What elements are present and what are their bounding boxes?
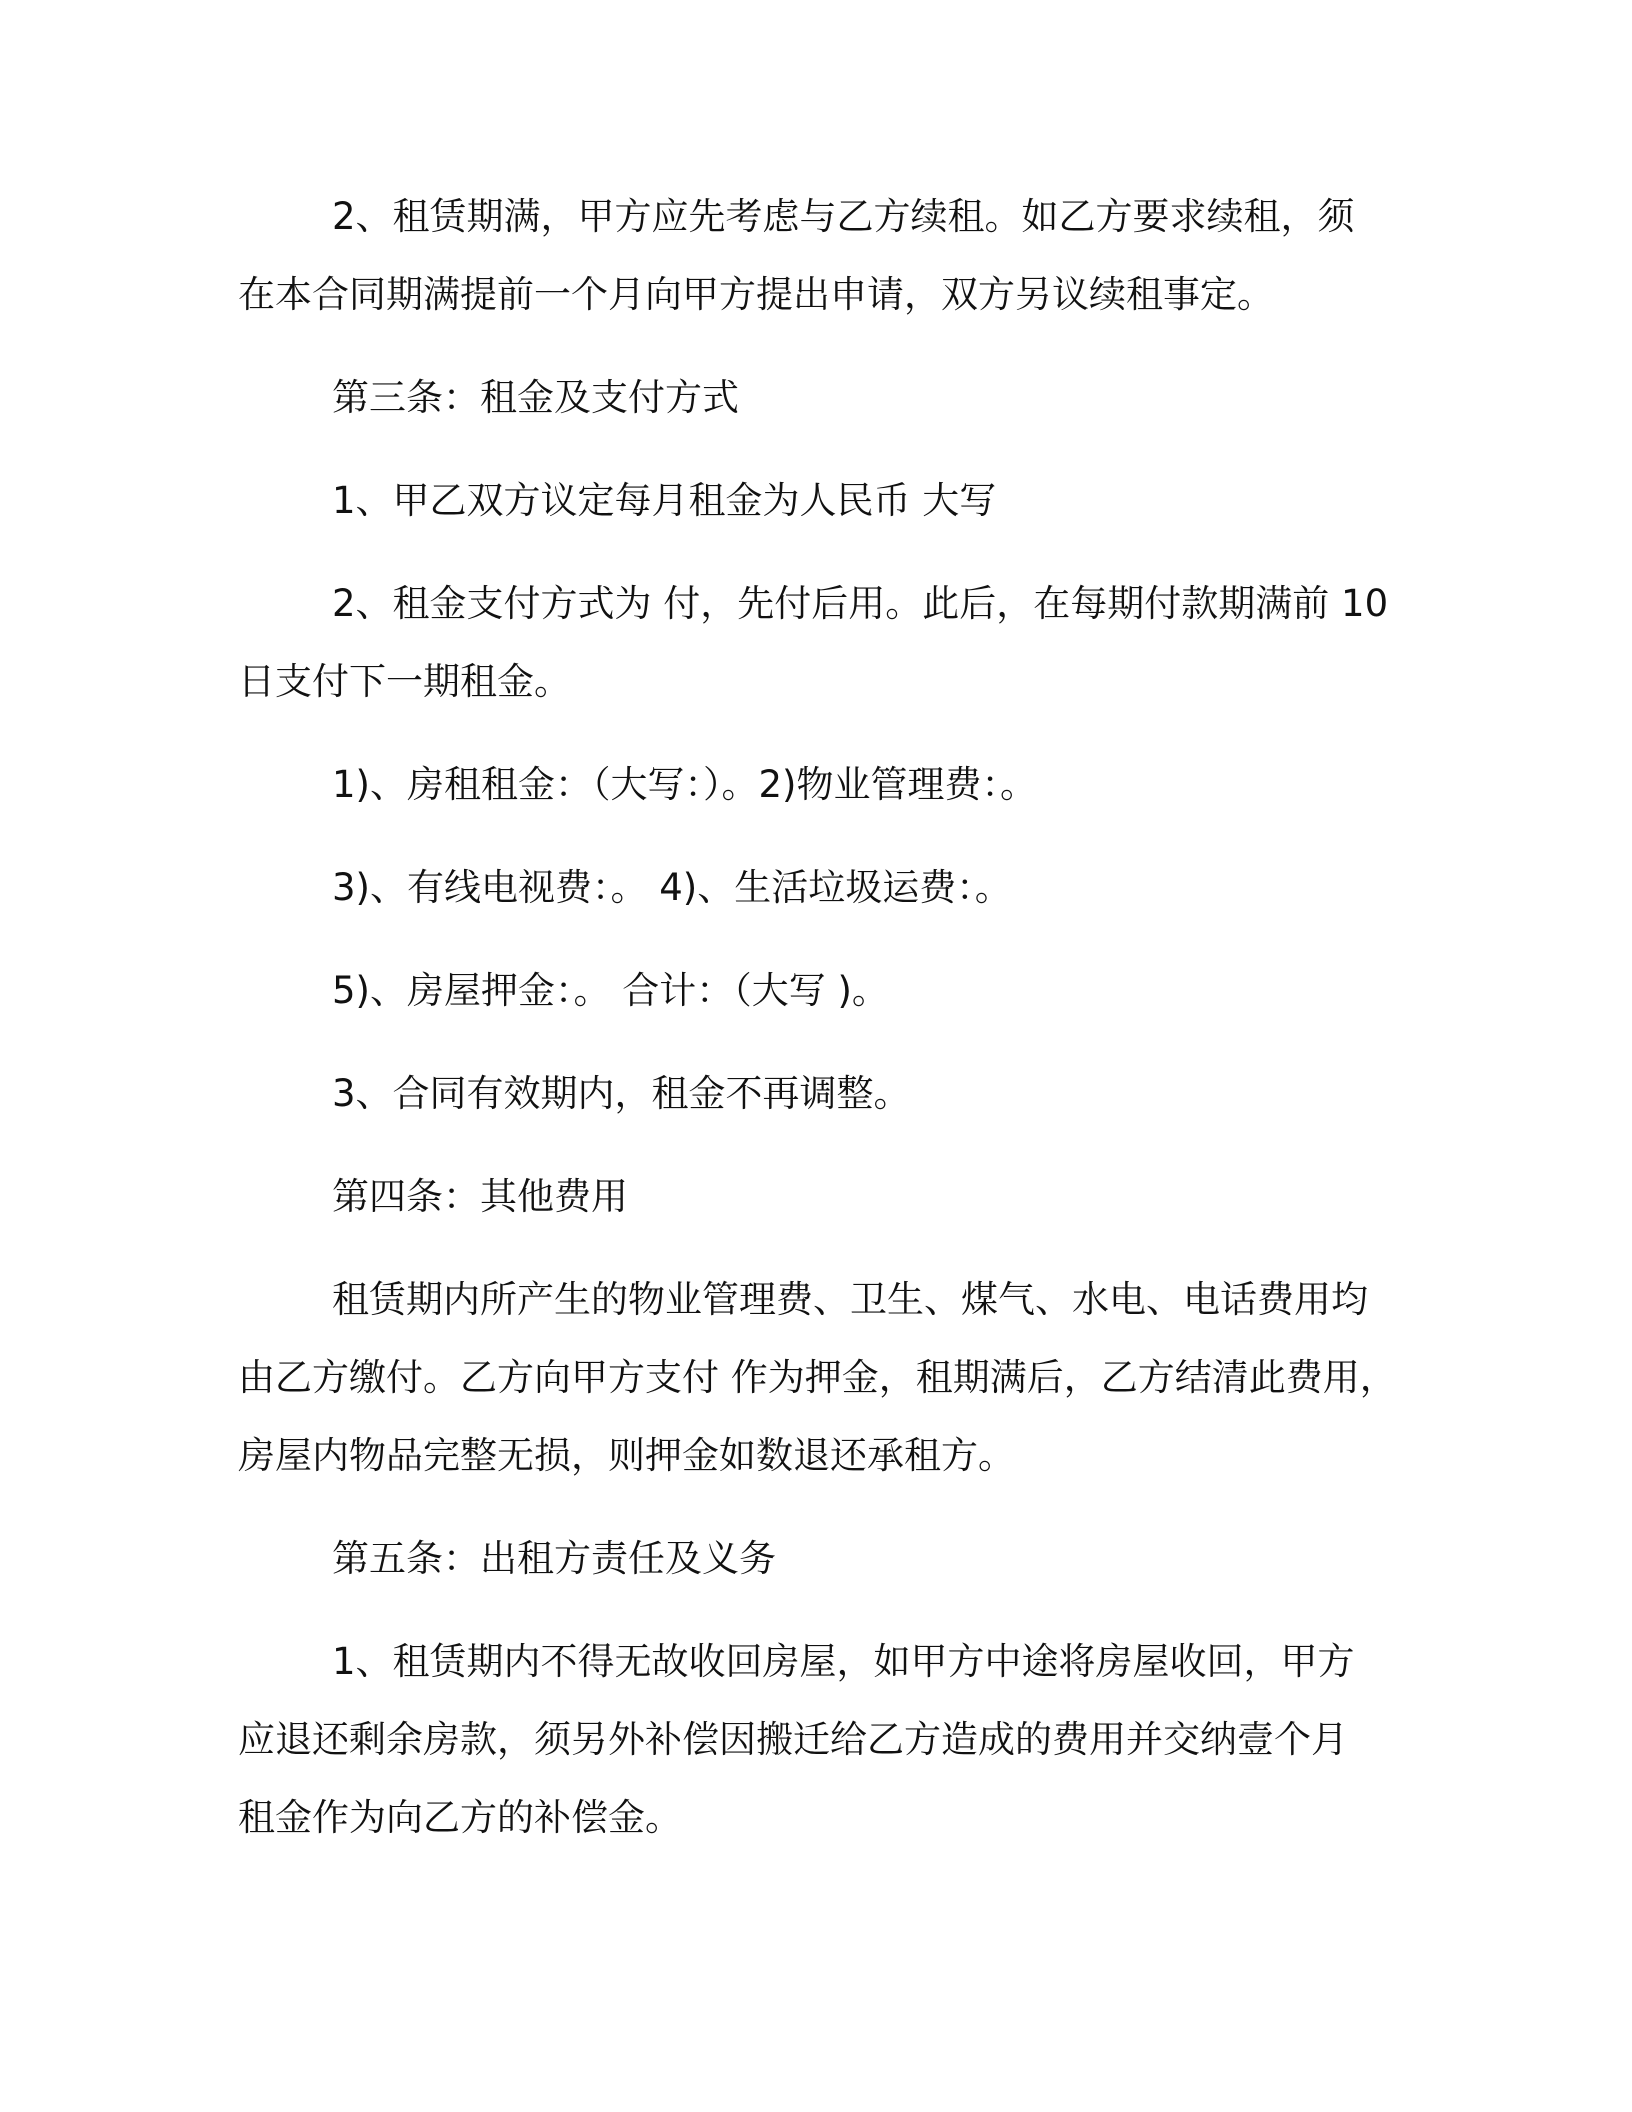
text-line: 1、租赁期内不得无故收回房屋，如甲方中途将房屋收回，甲方 [332,1640,1355,1683]
text-line: 租赁期内所产生的物业管理费、卫生、煤气、水电、电话费用均 [332,1278,1368,1321]
text-line: 第四条：其他费用 [332,1175,628,1218]
text-line: 2、租赁期满，甲方应先考虑与乙方续租。如乙方要求续租，须 [332,195,1355,238]
paragraph-other-fees [238,1261,1398,1495]
text-line: 1、甲乙双方议定每月租金为人民币 大写 [332,479,997,522]
text-line: 应退还剩余房款，须另外补偿因搬迁给乙方造成的费用并交纳壹个月 [238,1718,1348,1761]
paragraph-payment-method [238,565,1398,721]
section-heading-article-4 [238,1158,1398,1236]
text-line: 在本合同期满提前一个月向甲方提出申请，双方另议续租事定。 [238,273,1274,316]
text-line: 租金作为向乙方的补偿金。 [238,1796,682,1839]
text-line: 1)、房租租金：（大写：）。2)物业管理费：。 [332,763,1037,806]
paragraph-fee-items-1 [238,746,1398,824]
section-heading-article-3 [238,359,1398,437]
text-line: 由乙方缴付。乙方向甲方支付 作为押金，租期满后，乙方结清此费用， [238,1356,1397,1399]
paragraph-lessor-duties [238,1623,1398,1857]
text-line: 第五条：出租方责任及义务 [332,1537,776,1580]
document-body [238,178,1398,1882]
text-line: 2、租金支付方式为 付，先付后用。此后，在每期付款期满前 10 [332,582,1389,625]
text-line: 日支付下一期租金。 [238,660,571,703]
text-line: 第三条：租金及支付方式 [332,376,739,419]
text-line: 3)、有线电视费：。 4)、生活垃圾运费：。 [332,866,1012,909]
paragraph-monthly-rent [238,462,1398,540]
paragraph-fee-items-3 [238,952,1398,1030]
text-line: 3、合同有效期内，租金不再调整。 [332,1072,911,1115]
paragraph-rent-fixed [238,1055,1398,1133]
paragraph-fee-items-2 [238,849,1398,927]
text-line: 5)、房屋押金：。 合计：（大写 )。 [332,969,889,1012]
text-line: 房屋内物品完整无损，则押金如数退还承租方。 [238,1434,1015,1477]
paragraph-renewal [238,178,1398,334]
section-heading-article-5 [238,1520,1398,1598]
